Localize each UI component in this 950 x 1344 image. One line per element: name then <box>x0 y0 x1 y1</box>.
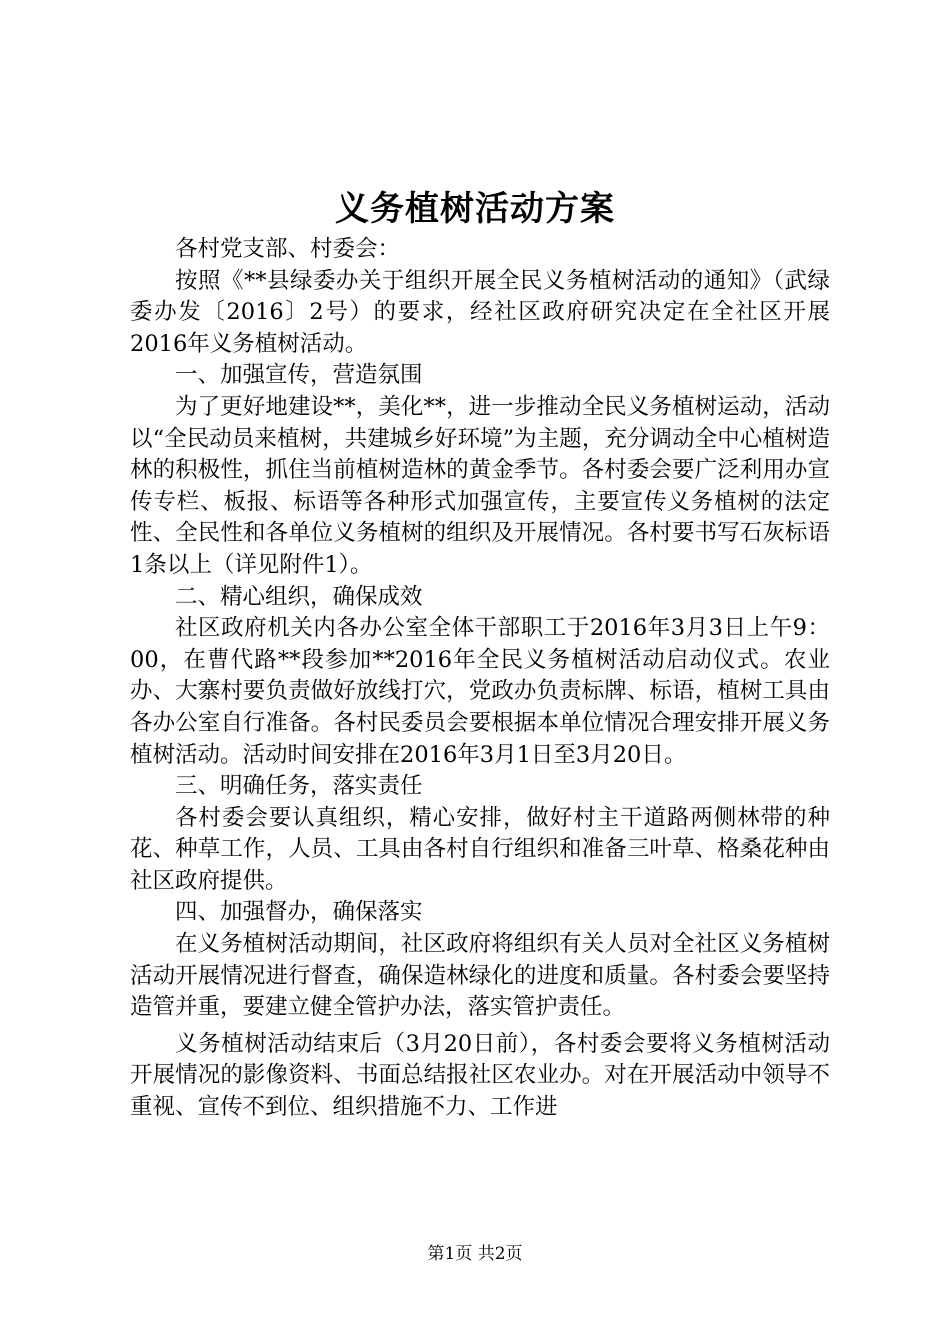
section-heading-4: 四、加强督办，确保落实 <box>175 899 423 926</box>
section-heading-2: 二、精心组织，确保成效 <box>175 583 423 610</box>
section-heading-1: 一、加强宣传，营造氛围 <box>175 362 423 389</box>
page-footer: 第1页 共2页 <box>427 1244 523 1264</box>
section-4-paragraph: 在义务植树活动期间，社区政府将组织有关人员对全社区义务植树活动开展情况进行督查，确保造林绿化的进度和质量。各村委会要坚持造管并重，要建立健全管护办法，落实管护责任。 <box>130 931 830 1021</box>
section-heading-3: 三、明确任务，落实责任 <box>175 773 423 800</box>
section-2-paragraph: 社区政府机关内各办公室全体干部职工于2016年3月3日上午9：00，在曹代路**段参加**2016年全民义务植树活动启动仪式。农业办、大寨村要负责做好放线打穴，党政办负责标牌、标语，植树工具由各办公室自行准备。各村民委员会要根据本单位情况合理安排开展义务植树活动。活动时间安排在2016年3月1日至3月20日。 <box>130 615 830 768</box>
section-3-paragraph: 各村委会要认真组织，精心安排，做好村主干道路两侧林带的种花、种草工作，人员、工具由各村自行组织和准备三叶草、格桑花种由社区政府提供。 <box>130 804 830 894</box>
document-body <box>130 234 830 1124</box>
salutation-paragraph: 各村党支部、村委会： <box>175 236 401 262</box>
closing-paragraph: 义务植树活动结束后（3月20日前），各村委会要将义务植树活动开展情况的影像资料、书面总结报社区农业办。对在开展活动中领导不重视、宣传不到位、组织措施不力、工作进 <box>130 1030 830 1121</box>
document-title: 义务植树活动方案 <box>335 189 615 229</box>
intro-paragraph: 按照《**县绿委办关于组织开展全民义务植树活动的通知》（武绿委办发〔2016〕2号）的要求，经社区政府研究决定在全社区开展2016年义务植树活动。 <box>130 267 830 357</box>
section-1-paragraph: 为了更好地建设**，美化**，进一步推动全民义务植树运动，活动以“全民动员来植树，共建城乡好环境”为主题，充分调动全中心植树造林的积极性，抓住当前植树造林的黄金季节。各村委会要广泛利用办宣传专栏、板报、标语等各种形式加强宣传，主要宣传义务植树的法定性、全民性和各单位义务植树的组织及开展情况。各村要书写石灰标语1条以上（详见附件1）。 <box>130 393 830 578</box>
